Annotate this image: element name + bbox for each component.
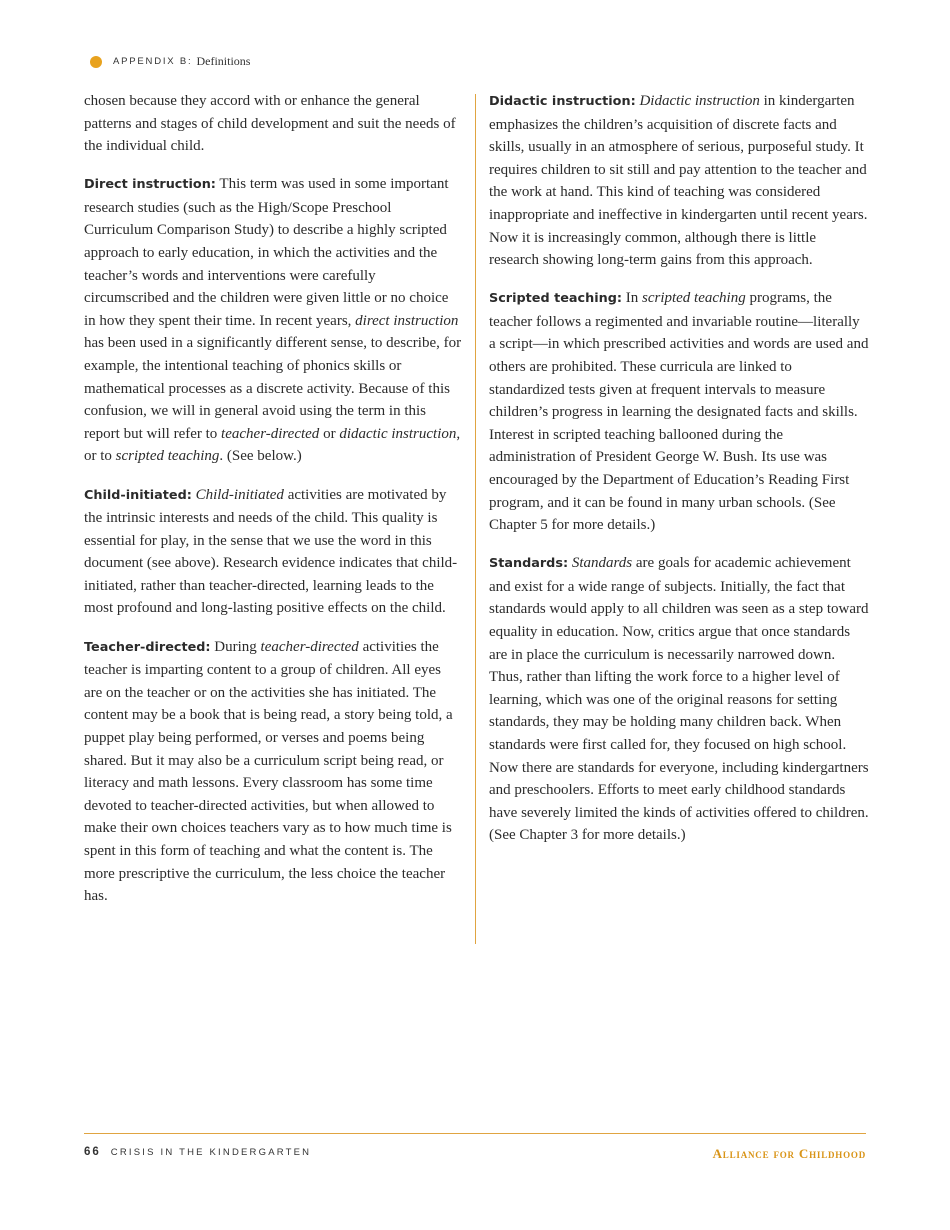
definition-p1 — [84, 90, 462, 158]
running-header — [90, 54, 250, 69]
definition-child — [84, 484, 462, 621]
book-title: CRISIS IN THE KINDERGARTEN — [110, 1147, 312, 1158]
definition-text: Standards are goals for academic achievement and exist for a wide range of subjects. Initially, the fact that standards would apply to all children was seen as a step toward equality in education. Now, critics argue that once standards are in place the curriculum is necessarily narrowed down. Thus, rather than lifting the work force to a higher level of learning, which was one of the original reasons for setting standards, they may be holding many children back. When standards were first called for, they focused on high school. Now there are standards for everyone, including kindergartners and preschoolers. Efforts to meet early childhood standards have severely limited the kinds of activities offered to children. (See Chapter 3 for more details.) — [489, 555, 869, 844]
publisher-name: Alliance for Childhood — [712, 1146, 866, 1161]
definition-term: Child-initiated: — [84, 487, 192, 503]
definition-text: Child-initiated activities are motivated by the intrinsic interests and needs of the child. This quality is essential for play, in the sense that we use the word in this document (see above). Research evidence indicates that child-initiated, rather than teacher-directed, learning leads to the most profound and long-lasting positive effects on the child. — [84, 486, 458, 617]
definition-term: Teacher-directed: — [84, 639, 211, 655]
page-number: 66 — [84, 1146, 101, 1158]
definition-teacher — [84, 636, 462, 908]
definition-term: Didactic instruction: — [489, 94, 636, 109]
column-divider — [475, 94, 476, 944]
definition-term: Standards: — [489, 556, 569, 572]
definition-text: This term was used in some important research studies (such as the High/Scope Preschool Curriculum Comparison Study) to describe a highly scripted approach to early education, in which the activities and the teacher’s words and interventions were carefully circumscribed and the children were given little or no choice in how they spent their time. In recent years, direct instruction has been used in a significantly different sense, to describe, for example, the intentional teaching of phonics skills or mathematical processes as a discrete activity. Because of this confusion, we will in general avoid using the term in this report but will refer to teacher-directed or didactic instruction, or to scripted teaching. (See below.) — [84, 176, 462, 465]
definition-text: Didactic instruction in kindergarten emphasizes the children’s acquisition of discrete facts and skills, usually in an atmosphere of serious, purposeful study. It requires children to sit still and pay attention to the teacher and the work at hand. This kind of teaching was considered inappropriate and ineffective in kindergarten until recent years. Now it is increasingly common, although there is little research showing long-term gains from this approach. — [489, 93, 868, 269]
definition-text: During teacher-directed activities the teacher is imparting content to a group of children. All eyes are on the teacher or on the activities she has initiated. The content may be a book that is being read, a story being told, a puppet play being performed, or verses and poems being shared. But it may also be a curriculum script being read, or literacy and math lessons. Every classroom has some time devoted to teacher-directed activities, but when allowed to make their own choices teachers vary as to how much time is spent in this form of teaching and what the content is. The more prescriptive the curriculum, the less choice the teacher has. — [84, 638, 453, 905]
definition-didactic — [489, 90, 869, 272]
bullet-dot-icon — [90, 56, 102, 68]
definition-term: Scripted teaching: — [489, 291, 622, 307]
definition-text: In scripted teaching programs, the teacher follows a regimented and invariable routine—literally a script—in which prescribed activities and words are used and others are prohibited. These curricula are linked to standardized tests given at frequent intervals to measure children’s progress in learning the designated facts and skills. Interest in scripted teaching ballooned during the administration of President George W. Bush. Its use was encouraged by the Department of Education’s Reading First program, and it can be found in many urban schools. (See Chapter 5 for more details.) — [489, 290, 869, 534]
definition-scripted — [489, 287, 869, 537]
header-section-title: Definitions — [196, 54, 251, 68]
right-column — [489, 90, 869, 863]
definition-term: Direct instruction: — [84, 177, 216, 193]
appendix-label: APPENDIX B: — [113, 56, 193, 67]
definition-text: chosen because they accord with or enhance the general patterns and stages of child development and suit the needs of the individual child. — [84, 93, 456, 155]
left-column — [84, 90, 462, 923]
definition-direct — [84, 173, 462, 468]
definition-standards — [489, 552, 869, 847]
footer-rule — [84, 1133, 866, 1134]
footer-left — [84, 1146, 311, 1158]
